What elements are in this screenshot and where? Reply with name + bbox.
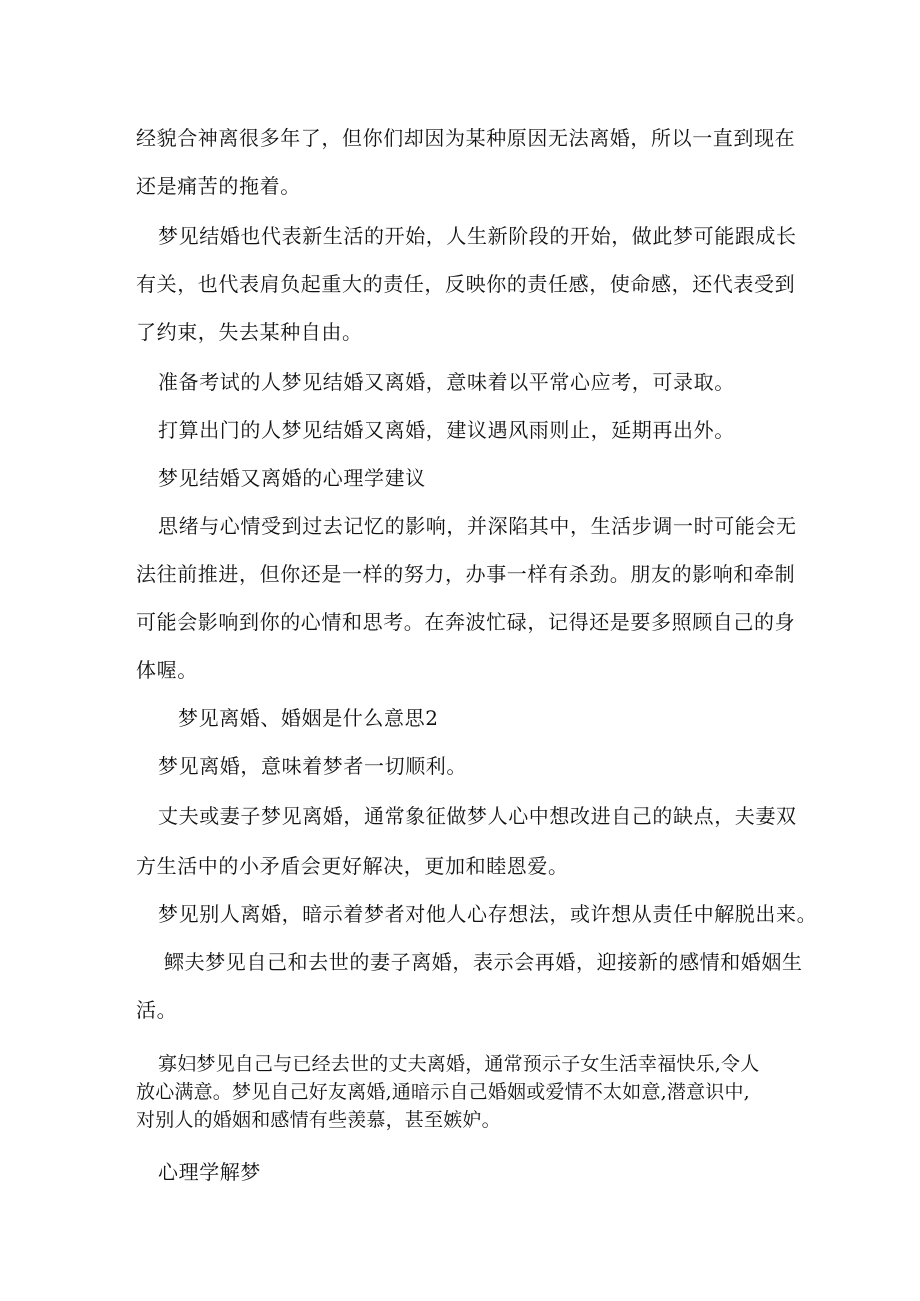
section-heading: 梦见结婚又离婚的心理学建议 [158,466,426,490]
text-line: 准备考试的人梦见结婚又离婚，意味着以平常心应考，可录取。 [158,370,735,394]
section-heading: 梦见离婚、婚姻是什么意思2 [178,706,439,730]
text-line: 经貌合神离很多年了，但你们却因为某种原因无法离婚，所以一直到现在 [136,126,796,150]
text-line: 思绪与心情受到过去记忆的影响，并深陷其中，生活步调一时可能会无 [158,514,797,538]
text-line: 方生活中的小矛盾会更好解决，更加和睦恩爱。 [136,854,569,878]
text-line: 梦见结婚也代表新生活的开始，人生新阶段的开始，做此梦可能跟成长 [158,224,797,248]
text-line: 梦见别人离婚，暗示着梦者对他人心存想法，或许想从责任中解脱出来。 [158,902,818,926]
text-line: 打算出门的人梦见结婚又离婚，建议遇风雨则止，延期再出外。 [158,418,735,442]
text-line: 法往前推进，但你还是一样的努力，办事一样有杀劲。朋友的影响和牵制 [136,562,796,586]
text-line: 鳏夫梦见自己和去世的妻子离婚，表示会再婚，迎接新的感情和婚姻生 [164,950,803,974]
text-line: 放心满意。梦见自己好友离婚,通暗示自己婚姻或爱情不太如意,潜意识中, [136,1081,750,1103]
text-line: 体喔。 [136,658,198,682]
text-line: 丈夫或妻子梦见离婚，通常象征做梦人心中想改进自己的缺点，夫妻双 [158,804,797,828]
text-line: 对别人的婚姻和感情有些羡慕，甚至嫉妒。 [136,1109,501,1131]
text-line: 梦见离婚，意味着梦者一切顺利。 [158,754,467,778]
text-line: 可能会影响到你的心情和思考。在奔波忙碌，记得还是要多照顾自己的身 [136,610,796,634]
text-line: 有关，也代表肩负起重大的责任，反映你的责任感，使命感，还代表受到 [136,272,796,296]
text-line: 寡妇梦见自己与已经去世的丈夫离婚，通常预示子女生活幸福快乐,令人 [158,1053,760,1075]
text-line: 活。 [136,998,178,1022]
section-heading: 心理学解梦 [158,1160,261,1184]
text-line: 了约束，失去某种自由。 [136,320,363,344]
text-line: 还是痛苦的拖着。 [136,174,301,198]
